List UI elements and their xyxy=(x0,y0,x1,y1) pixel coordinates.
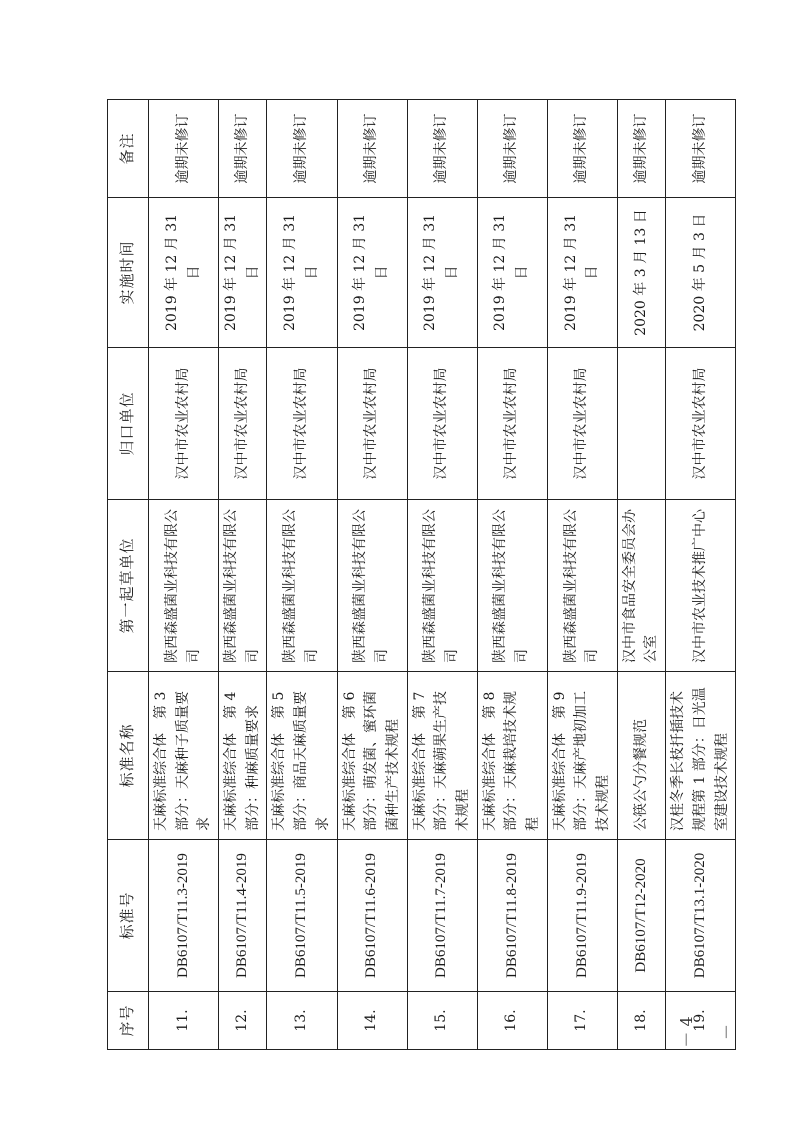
cell-note: 逾期未修订 xyxy=(666,100,736,198)
cell-note: 逾期未修订 xyxy=(547,100,617,198)
cell-seq: 16. xyxy=(477,992,547,1050)
cell-name: 天麻标准综合体 第 3 部分：天麻种子质量要求 xyxy=(149,672,219,840)
cell-name: 天麻标准综合体 第 6 部分：萌发菌、蜜环菌菌种生产技术规程 xyxy=(337,672,407,840)
cell-code: DB6107/T13.1-2020 xyxy=(666,840,736,992)
cell-seq: 15. xyxy=(407,992,477,1050)
cell-seq: 14. xyxy=(337,992,407,1050)
cell-code: DB6107/T12-2020 xyxy=(617,840,665,992)
table-header-row xyxy=(108,100,149,1050)
cell-drafter: 陕西森盛菌业科技有限公司 xyxy=(337,500,407,672)
cell-owner: 汉中市农业农村局 xyxy=(267,348,337,500)
cell-code: DB6107/T11.9-2019 xyxy=(547,840,617,992)
cell-note: 逾期未修订 xyxy=(219,100,267,198)
cell-date: 2020 年 5 月 3 日 xyxy=(666,198,736,348)
table-row xyxy=(267,100,337,1050)
header-owner: 归口单位 xyxy=(108,348,149,500)
cell-owner: 汉中市农业农村局 xyxy=(337,348,407,500)
cell-code: DB6107/T11.8-2019 xyxy=(477,840,547,992)
cell-code: DB6107/T11.5-2019 xyxy=(267,840,337,992)
cell-name: 公筷公勺分餐规范 xyxy=(617,672,665,840)
cell-name: 天麻标准综合体 第 8 部分：天麻栽培技术规程 xyxy=(477,672,547,840)
cell-date: 2019 年 12 月 31 日 xyxy=(149,198,219,348)
cell-owner xyxy=(617,348,665,500)
cell-date: 2019 年 12 月 31 日 xyxy=(219,198,267,348)
cell-date: 2019 年 12 月 31 日 xyxy=(337,198,407,348)
cell-seq: 19. xyxy=(666,992,736,1050)
cell-date: 2019 年 12 月 31 日 xyxy=(407,198,477,348)
cell-date: 2019 年 12 月 31 日 xyxy=(547,198,617,348)
cell-drafter: 陕西森盛菌业科技有限公司 xyxy=(219,500,267,672)
cell-note: 逾期未修订 xyxy=(617,100,665,198)
cell-name: 天麻标准综合体 第 9 部分：天麻产地初加工技术规程 xyxy=(547,672,617,840)
cell-code: DB6107/T11.6-2019 xyxy=(337,840,407,992)
cell-seq: 17. xyxy=(547,992,617,1050)
cell-note: 逾期未修订 xyxy=(337,100,407,198)
table-row xyxy=(219,100,267,1050)
cell-drafter: 汉中市农业技术推广中心 xyxy=(666,500,736,672)
cell-name: 汉桂冬季长枝扦插技术规程第 1 部分：日光温室建设技术规程 xyxy=(666,672,736,840)
cell-drafter: 陕西森盛菌业科技有限公司 xyxy=(149,500,219,672)
header-drafter: 第一起草单位 xyxy=(108,500,149,672)
cell-name: 天麻标准综合体 第 7 部分：天麻蒴果生产技术规程 xyxy=(407,672,477,840)
cell-code: DB6107/T11.7-2019 xyxy=(407,840,477,992)
cell-owner: 汉中市农业农村局 xyxy=(547,348,617,500)
cell-name: 天麻标准综合体 第 5 部分：商品天麻质量要求 xyxy=(267,672,337,840)
header-note: 备注 xyxy=(108,100,149,198)
table-row xyxy=(477,100,547,1050)
header-seq: 序号 xyxy=(108,992,149,1050)
cell-note: 逾期未修订 xyxy=(477,100,547,198)
standards-table xyxy=(107,99,736,1050)
cell-date: 2019 年 12 月 31 日 xyxy=(267,198,337,348)
table-row xyxy=(407,100,477,1050)
table-row xyxy=(149,100,219,1050)
cell-seq: 13. xyxy=(267,992,337,1050)
cell-drafter: 汉中市食品安全委员会办公室 xyxy=(617,500,665,672)
page-number: － 4 － xyxy=(677,1016,736,1048)
cell-owner: 汉中市农业农村局 xyxy=(477,348,547,500)
cell-date: 2019 年 12 月 31 日 xyxy=(477,198,547,348)
table-row xyxy=(337,100,407,1050)
cell-seq: 11. xyxy=(149,992,219,1050)
cell-drafter: 陕西森盛菌业科技有限公司 xyxy=(267,500,337,672)
cell-note: 逾期未修订 xyxy=(149,100,219,198)
cell-drafter: 陕西森盛菌业科技有限公司 xyxy=(547,500,617,672)
header-date: 实施时间 xyxy=(108,198,149,348)
cell-code: DB6107/T11.3-2019 xyxy=(149,840,219,992)
cell-owner: 汉中市农业农村局 xyxy=(407,348,477,500)
cell-note: 逾期未修订 xyxy=(267,100,337,198)
cell-owner: 汉中市农业农村局 xyxy=(219,348,267,500)
header-code: 标准号 xyxy=(108,840,149,992)
header-name: 标准名称 xyxy=(108,672,149,840)
cell-seq: 12. xyxy=(219,992,267,1050)
table-row xyxy=(547,100,617,1050)
rotated-table-container xyxy=(107,100,730,1050)
cell-note: 逾期未修订 xyxy=(407,100,477,198)
cell-name: 天麻标准综合体 第 4 部分：种麻质量要求 xyxy=(219,672,267,840)
cell-date: 2020 年 3 月 13 日 xyxy=(617,198,665,348)
table-row xyxy=(617,100,665,1050)
cell-seq: 18. xyxy=(617,992,665,1050)
cell-drafter: 陕西森盛菌业科技有限公司 xyxy=(407,500,477,672)
cell-owner: 汉中市农业农村局 xyxy=(666,348,736,500)
cell-code: DB6107/T11.4-2019 xyxy=(219,840,267,992)
cell-owner: 汉中市农业农村局 xyxy=(149,348,219,500)
cell-drafter: 陕西森盛菌业科技有限公司 xyxy=(477,500,547,672)
table-row xyxy=(666,100,736,1050)
